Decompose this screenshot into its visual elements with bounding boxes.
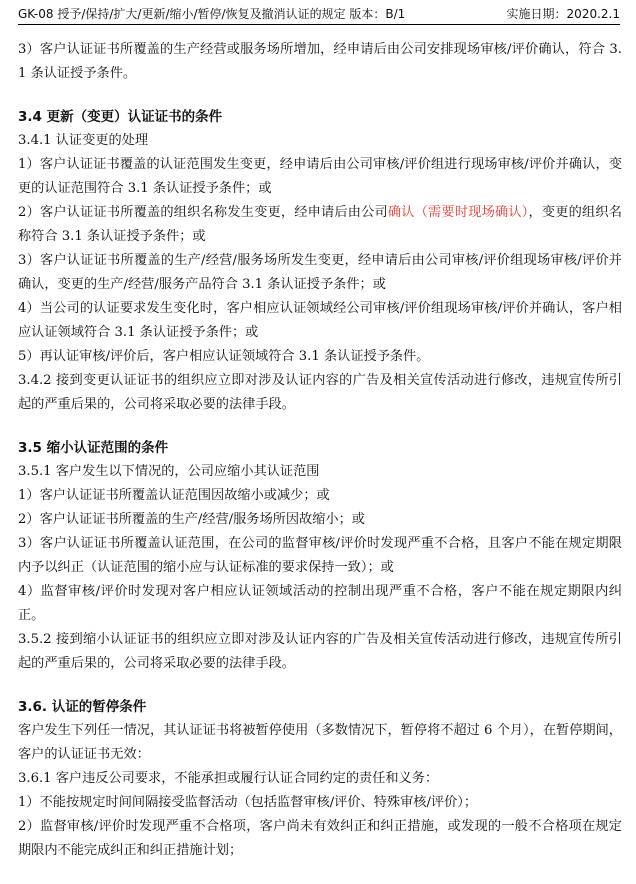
effective-date: 实施日期：2020.2.1: [506, 7, 620, 21]
list-item: 4）当公司的认证要求发生变化时，客户相应认证领域经公司审核/评价组现场审核/评价并确认，客户相应认证领域符合 3.1 条认证授予条件；或: [18, 301, 622, 340]
list-item: 1）客户认证证书覆盖的认证范围发生变更，经申请后由公司审核/评价组进行现场审核/评价并确认，变更的认证范围符合 3.1 条认证授予条件；或: [18, 157, 622, 196]
subsection-paragraph: 3.4.2 接到变更认证证书的组织应立即对涉及认证内容的广告及相关宣传活动进行修改，违规宣传所引起的严重后果的，公司将采取必要的法律手段。: [18, 373, 622, 412]
paragraph: 客户发生下列任一情况，其认证证书将被暂停使用（多数情况下，暂停将不超过 6 个月），在暂停期间，客户的认证证书无效：: [18, 723, 622, 762]
list-item: 1）不能按规定时间间隔接受监督活动（包括监督审核/评价、特殊审核/评价）；: [18, 795, 478, 810]
section-heading-3-4: 3.4 更新（变更）认证证书的条件: [18, 109, 223, 125]
text: ，变更的组织名称符合 3.1 条认证授予条件；或: [18, 205, 622, 244]
list-item: 1）客户认证证书所覆盖认证范围因故缩小或减少；或: [18, 488, 330, 503]
list-item: 2）客户认证证书所覆盖的生产/经营/服务场所因故缩小；或: [18, 512, 365, 527]
list-item: 3）客户认证证书所覆盖的生产/经营/服务场所发生变更，经申请后由公司审核/评价组现场审核/评价并确认，变更的生产/经营/服务产品符合 3.1 条认证授予条件；或: [18, 253, 622, 292]
list-item: [18, 201, 622, 249]
subsection-paragraph: 3.5.2 接到缩小认证证书的组织应立即对涉及认证内容的广告及相关宣传活动进行修改，违规宣传所引起的严重后果的，公司将采取必要的法律手段。: [18, 632, 622, 671]
list-item: 3）客户认证证书所覆盖认证范围，在公司的监督审核/评价时发现严重不合格，且客户不能在规定期限内予以纠正（认证范围的缩小应与认证标准的要求保持一致）；或: [18, 536, 622, 575]
section-heading-3-6: 3.6. 认证的暂停条件: [18, 699, 147, 715]
list-item: 4）监督审核/评价时发现对客户相应认证领域活动的控制出现严重不合格，客户不能在规定期限内纠正。: [18, 584, 622, 623]
section-heading-3-5: 3.5 缩小认证范围的条件: [18, 440, 169, 456]
document-body: [18, 38, 622, 863]
subsection-title: 3.6.1 客户违反公司要求，不能承担或履行认证合同约定的责任和义务：: [18, 771, 439, 786]
text: 2）客户认证证书所覆盖的组织名称发生变更，经申请后由公司: [18, 205, 388, 220]
subsection-title: 3.5.1 客户发生以下情况的，公司应缩小其认证范围: [18, 464, 320, 479]
subsection-title: 3.4.1 认证变更的处理: [18, 133, 149, 148]
paragraph: 3）客户认证证书所覆盖的生产经营或服务场所增加，经申请后由公司安排现场审核/评价确认，符合 3.1 条认证授予条件。: [18, 42, 622, 81]
highlighted-text: 确认（需要时现场确认）: [387, 205, 529, 220]
page-header: [18, 6, 620, 25]
list-item: 5）再认证审核/评价后，客户相应认证领域符合 3.1 条认证授予条件。: [18, 349, 430, 364]
document-title: GK-08 授予/保持/扩大/更新/缩小/暂停/恢复及撤消认证的规定 版本：B/1: [18, 7, 406, 21]
list-item: 2）监督审核/评价时发现严重不合格项，客户尚未有效纠正和纠正措施，或发现的一般不合格项在规定期限内不能完成纠正和纠正措施计划；: [18, 819, 622, 858]
